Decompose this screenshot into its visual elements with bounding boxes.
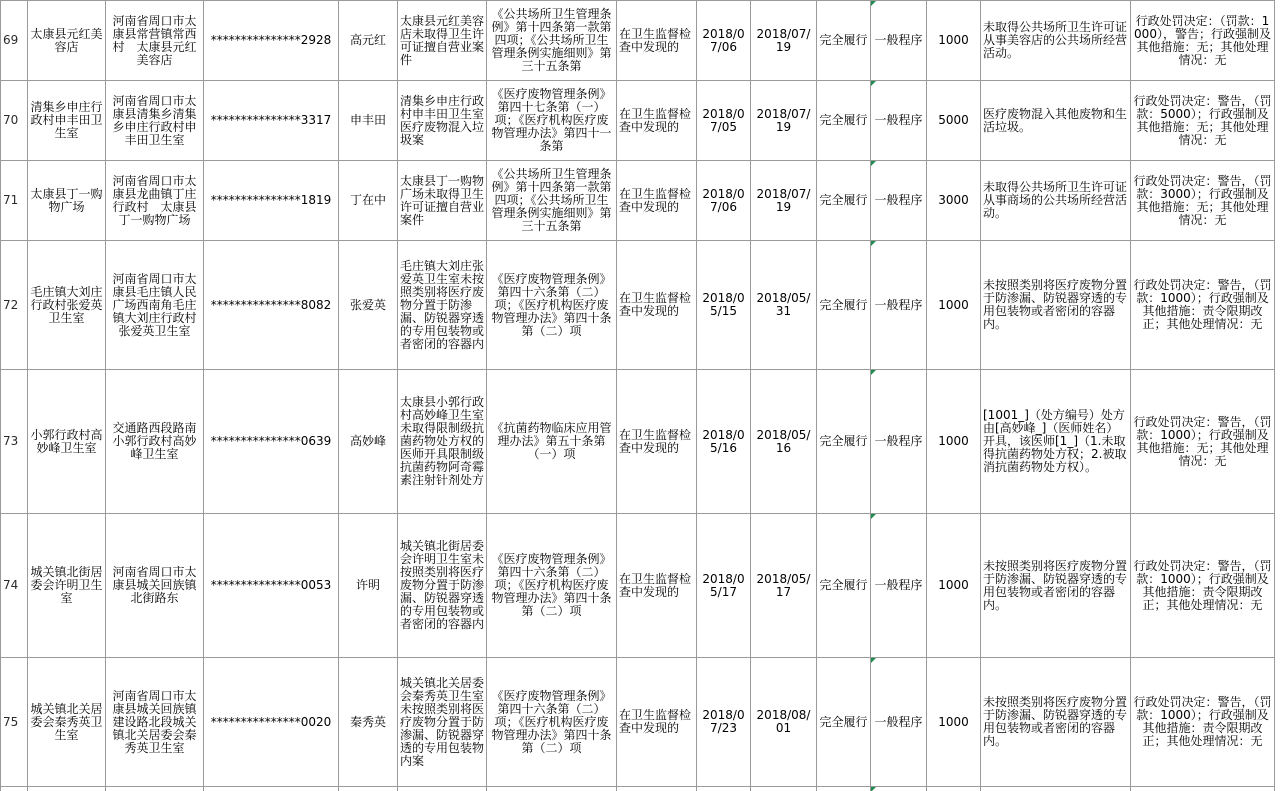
entity-name-text: 清集乡申庄行政村申丰田卫生室 <box>30 100 103 140</box>
credit-code-cell[interactable] <box>204 370 339 514</box>
case-name-cell[interactable] <box>398 370 487 514</box>
table-row <box>1 658 1275 787</box>
fine-amount-cell[interactable] <box>927 1 981 81</box>
completion-date-cell[interactable] <box>751 658 817 787</box>
case-name-cell[interactable] <box>398 81 487 161</box>
procedure-cell[interactable] <box>871 514 927 658</box>
entity-name-cell[interactable] <box>28 81 106 161</box>
case-source-text: 在卫生监督检查中发现的 <box>619 106 692 134</box>
fine-amount-cell[interactable] <box>927 241 981 370</box>
legal-basis-cell[interactable] <box>487 658 617 787</box>
completion-date-text: 2018/07/19 <box>756 106 811 134</box>
legal-basis-text: 《医疗废物管理条例》第四十七条第（一）项；《医疗机构医疗废物管理办法》第四十一条第 <box>491 87 612 153</box>
case-name-text: 清集乡申庄行政村申丰田卫生室医疗废物混入垃圾案 <box>400 93 485 147</box>
legal-person-text: 秦秀英 <box>349 714 386 729</box>
comment-indicator-icon <box>871 81 876 86</box>
comment-indicator-icon <box>871 787 876 791</box>
credit-code-text: ***************1819 <box>210 193 332 207</box>
status-text: 完全履行 <box>819 297 868 312</box>
legal-person-cell[interactable] <box>339 370 398 514</box>
fine-amount-text: 1000 <box>938 33 969 47</box>
case-name-text: 城关镇北关居委会秦秀英卫生室未按照类别将医疗废物分置于防渗漏、防锐器穿透的专用包装物内案 <box>400 675 485 768</box>
violation-facts-text: 未按照类别将医疗废物分置于防渗漏、防锐器穿透的专用包装物或者密闭的容器内。 <box>983 278 1128 331</box>
status-text: 完全履行 <box>819 33 868 47</box>
legal-basis-text: 《医疗废物管理条例》第四十六条第（二）项；《医疗机构医疗废物管理办法》第四十条第（二）项 <box>491 271 612 338</box>
violation-facts-cell[interactable] <box>981 1 1131 81</box>
row-number: 74 <box>3 578 19 592</box>
case-name-text: 毛庄镇大刘庄张爱英卫生室未按照类别将医疗废物分置于防渗漏、防锐器穿透的专用包装物或者密闭的容器内 <box>400 258 485 351</box>
row-number[interactable] <box>1 514 28 658</box>
fine-amount-text: 1000 <box>938 578 969 592</box>
violation-facts-cell[interactable] <box>981 787 1131 791</box>
address-cell[interactable] <box>106 787 204 791</box>
legal-basis-text: 《医疗废物管理条例》第四十六条第（二）项；《医疗机构医疗废物管理办法》第四十条第（二）项 <box>491 552 612 618</box>
penalty-decision-cell[interactable] <box>1131 241 1275 370</box>
fine-amount-cell[interactable] <box>927 81 981 161</box>
entity-name-cell[interactable] <box>28 370 106 514</box>
case-source-text: 在卫生监督检查中发现的 <box>619 708 692 735</box>
violation-facts-text: 未按照类别将医疗废物分置于防渗漏、防锐器穿透的专用包装物或者密闭的容器内。 <box>983 558 1128 612</box>
case-name-text: 太康县元红美容店未取得卫生许可证擅自营业案件 <box>400 13 485 67</box>
fine-amount-cell[interactable] <box>927 787 981 791</box>
fine-amount-text: 5000 <box>938 113 969 127</box>
case-source-cell[interactable] <box>617 81 697 161</box>
decision-date-cell[interactable] <box>697 241 751 370</box>
decision-date-text: 2018/07/05 <box>702 106 745 134</box>
status-cell[interactable] <box>817 161 871 241</box>
completion-date-cell[interactable] <box>751 514 817 658</box>
status-cell[interactable] <box>817 1 871 81</box>
table-row <box>1 161 1275 241</box>
address-text: 交通路西段路南小郭行政村高妙峰卫生室 <box>112 421 197 461</box>
case-source-cell[interactable] <box>617 787 697 791</box>
decision-date-cell[interactable] <box>697 658 751 787</box>
legal-person-text: 丁在中 <box>349 193 386 207</box>
completion-date-cell[interactable] <box>751 161 817 241</box>
legal-basis-text: 《公共场所卫生管理条例》第十四条第一款第四项；《公共场所卫生管理条例实施细则》第三十五条第 <box>491 7 612 73</box>
decision-date-text: 2018/05/15 <box>702 291 745 318</box>
row-number: 70 <box>3 113 19 127</box>
legal-person-cell[interactable] <box>339 1 398 81</box>
address-text: 河南省周口市太康县龙曲镇丁庄行政村 太康县丁一购物广场 <box>112 173 197 227</box>
status-text: 完全履行 <box>819 193 868 207</box>
address-cell[interactable] <box>106 1 204 81</box>
entity-name-cell[interactable] <box>28 1 106 81</box>
credit-code-cell[interactable] <box>204 161 339 241</box>
case-name-text: 城关镇北街居委会许明卫生室未按照类别将医疗废物分置于防渗漏、防锐器穿透的专用包装物或者密闭的容器内 <box>400 539 485 631</box>
comment-indicator-icon <box>871 370 876 375</box>
address-cell[interactable] <box>106 161 204 241</box>
entity-name-text: 城关镇北关居委会秦秀英卫生室 <box>30 701 103 742</box>
credit-code-text: ***************3317 <box>210 113 332 127</box>
procedure-text: 一般程序 <box>874 714 923 729</box>
status-cell[interactable] <box>817 658 871 787</box>
row-number: 71 <box>3 193 19 207</box>
violation-facts-cell[interactable] <box>981 241 1131 370</box>
case-source-cell[interactable] <box>617 241 697 370</box>
penalty-decision-cell[interactable] <box>1131 1 1275 81</box>
table-row <box>1 81 1275 161</box>
table-row <box>1 370 1275 514</box>
legal-person-text: 高元红 <box>349 33 386 47</box>
row-number[interactable] <box>1 370 28 514</box>
case-source-cell[interactable] <box>617 370 697 514</box>
penalty-decision-cell[interactable] <box>1131 514 1275 658</box>
status-cell[interactable] <box>817 241 871 370</box>
procedure-cell[interactable] <box>871 161 927 241</box>
violation-facts-text: 未取得公共场所卫生许可证从事商场的公共场所经营活动。 <box>983 180 1128 220</box>
legal-person-cell[interactable] <box>339 241 398 370</box>
legal-basis-text: 《医疗废物管理条例》第四十六条第（二）项；《医疗机构医疗废物管理办法》第四十条第（二）项 <box>491 688 612 755</box>
fine-amount-cell[interactable] <box>927 161 981 241</box>
address-cell[interactable] <box>106 658 204 787</box>
legal-person-cell[interactable] <box>339 787 398 791</box>
case-source-text: 在卫生监督检查中发现的 <box>619 26 692 54</box>
entity-name-text: 城关镇北街居委会许明卫生室 <box>30 565 103 605</box>
credit-code-cell[interactable] <box>204 787 339 791</box>
comment-indicator-icon <box>871 241 876 246</box>
violation-facts-text: [1001_]（处方编号）处方由[高妙峰_]（医师姓名）开具，该医师[1_]（1.未取得抗菌药物处方权；2.被取消抗菌药物处方权）。 <box>983 408 1127 474</box>
status-text: 完全履行 <box>819 434 868 448</box>
row-number[interactable] <box>1 241 28 370</box>
entity-name-text: 太康县丁一购物广场 <box>30 186 103 214</box>
legal-person-text: 申丰田 <box>349 113 386 127</box>
decision-date-text: 2018/07/23 <box>702 708 745 735</box>
row-number[interactable] <box>1 787 28 791</box>
penalty-decision-text: 行政处罚决定：警告，（罚款：1000）；行政强制及其他措施：责令限期改正；其他处理情况：无 <box>1133 278 1272 331</box>
completion-date-cell[interactable] <box>751 81 817 161</box>
decision-date-cell[interactable] <box>697 514 751 658</box>
procedure-cell[interactable] <box>871 787 927 791</box>
procedure-text: 一般程序 <box>874 578 923 592</box>
penalty-decision-text: 行政处罚决定：警告，（罚款：1000）；行政强制及其他措施：无；其他处理情况：无 <box>1133 414 1272 468</box>
entity-name-cell[interactable] <box>28 161 106 241</box>
case-source-cell[interactable] <box>617 658 697 787</box>
violation-facts-text: 医疗废物混入其他废物和生活垃圾。 <box>983 106 1128 134</box>
comment-indicator-icon <box>871 514 876 519</box>
case-name-cell[interactable] <box>398 241 487 370</box>
penalty-decision-text: 行政处罚决定：警告，（罚款：5000）；行政强制及其他措施：无；其他处理情况：无 <box>1133 93 1272 147</box>
fine-amount-cell[interactable] <box>927 370 981 514</box>
address-cell[interactable] <box>106 514 204 658</box>
credit-code-text: ***************0053 <box>210 578 332 592</box>
violation-facts-cell[interactable] <box>981 514 1131 658</box>
legal-person-text: 高妙峰 <box>349 434 386 448</box>
penalty-decision-text: 行政处罚决定：（罚款：1000），警告；行政强制及其他措施：无；其他处理情况：无 <box>1134 13 1271 67</box>
entity-name-cell[interactable] <box>28 658 106 787</box>
violation-facts-cell[interactable] <box>981 658 1131 787</box>
case-name-cell[interactable] <box>398 514 487 658</box>
penalty-decision-cell[interactable] <box>1131 370 1275 514</box>
entity-name-text: 毛庄镇大刘庄行政村张爱英卫生室 <box>30 284 103 325</box>
entity-name-cell[interactable] <box>28 787 106 791</box>
comment-indicator-icon <box>871 658 876 663</box>
legal-basis-cell[interactable] <box>487 370 617 514</box>
address-text: 河南省周口市太康县毛庄镇人民广场西南角毛庄镇大刘庄行政村张爱英卫生室 <box>112 271 197 338</box>
decision-date-cell[interactable] <box>697 161 751 241</box>
case-name-text: 太康县小郭行政村高妙峰卫生室未取得限制级抗菌药物处方权的医师开具限制级抗菌药物阿奇霉素注射针剂处方 <box>400 395 485 487</box>
row-number[interactable] <box>1 1 28 81</box>
decision-date-cell[interactable] <box>697 370 751 514</box>
violation-facts-cell[interactable] <box>981 81 1131 161</box>
table-row <box>1 787 1275 791</box>
entity-name-text: 小郭行政村高妙峰卫生室 <box>30 427 103 455</box>
penalty-decision-text: 行政处罚决定：警告，（罚款：3000）；行政强制及其他措施：无；其他处理情况：无 <box>1133 173 1272 227</box>
completion-date-text: 2018/07/19 <box>756 186 811 214</box>
penalty-decision-cell[interactable] <box>1131 81 1275 161</box>
case-source-cell[interactable] <box>617 1 697 81</box>
address-text: 河南省周口市太康县清集乡清集乡申庄行政村申丰田卫生室 <box>112 93 197 147</box>
address-text: 河南省周口市太康县常营镇常西村 太康县元红美容店 <box>112 13 197 67</box>
decision-date-cell[interactable] <box>697 787 751 791</box>
case-name-cell[interactable] <box>398 161 487 241</box>
row-number: 69 <box>3 33 19 47</box>
status-cell[interactable] <box>817 514 871 658</box>
procedure-text: 一般程序 <box>874 113 923 127</box>
credit-code-text: ***************0639 <box>210 434 332 448</box>
procedure-text: 一般程序 <box>874 297 923 312</box>
legal-basis-cell[interactable] <box>487 787 617 791</box>
penalty-decision-cell[interactable] <box>1131 787 1275 791</box>
legal-basis-cell[interactable] <box>487 241 617 370</box>
legal-basis-cell[interactable] <box>487 1 617 81</box>
violation-facts-text: 未取得公共场所卫生许可证从事美容店的公共场所经营活动。 <box>983 20 1128 60</box>
procedure-cell[interactable] <box>871 241 927 370</box>
row-number[interactable] <box>1 81 28 161</box>
decision-date-cell[interactable] <box>697 81 751 161</box>
fine-amount-text: 1000 <box>938 297 969 312</box>
procedure-cell[interactable] <box>871 370 927 514</box>
penalty-decision-cell[interactable] <box>1131 658 1275 787</box>
completion-date-cell[interactable] <box>751 1 817 81</box>
case-name-text: 太康县丁一购物广场未取得卫生许可证擅自营业案件 <box>400 173 485 227</box>
penalty-decision-text: 行政处罚决定：警告，（罚款：1000）；行政强制及其他措施：责令限期改正；其他处理情况：无 <box>1133 695 1272 748</box>
row-number: 75 <box>3 714 19 729</box>
status-text: 完全履行 <box>819 714 868 729</box>
row-number[interactable] <box>1 658 28 787</box>
legal-person-cell[interactable] <box>339 658 398 787</box>
case-source-text: 在卫生监督检查中发现的 <box>619 186 692 214</box>
procedure-text: 一般程序 <box>874 193 923 207</box>
address-text: 河南省周口市太康县城关回族镇建设路北段城关镇北关居委会秦秀英卫生室 <box>112 688 197 755</box>
fine-amount-text: 1000 <box>938 714 969 729</box>
credit-code-cell[interactable] <box>204 81 339 161</box>
status-text: 完全履行 <box>819 578 868 592</box>
completion-date-cell[interactable] <box>751 241 817 370</box>
address-text: 河南省周口市太康县城关回族镇北街路东 <box>112 565 197 605</box>
completion-date-text: 2018/08/01 <box>756 708 811 735</box>
case-name-cell[interactable] <box>398 658 487 787</box>
status-text: 完全履行 <box>819 113 868 127</box>
legal-person-cell[interactable] <box>339 161 398 241</box>
status-cell[interactable] <box>817 787 871 791</box>
table-row <box>1 241 1275 370</box>
case-source-text: 在卫生监督检查中发现的 <box>619 291 692 318</box>
case-name-cell[interactable] <box>398 1 487 81</box>
legal-basis-text: 《抗菌药物临床应用管理办法》第五十条第（一）项 <box>491 421 612 461</box>
row-number: 73 <box>3 434 19 448</box>
procedure-text: 一般程序 <box>874 434 923 448</box>
procedure-cell[interactable] <box>871 658 927 787</box>
procedure-cell[interactable] <box>871 1 927 81</box>
fine-amount-text: 3000 <box>938 193 969 207</box>
decision-date-text: 2018/05/16 <box>702 427 745 455</box>
legal-basis-cell[interactable] <box>487 161 617 241</box>
address-cell[interactable] <box>106 81 204 161</box>
case-name-cell[interactable] <box>398 787 487 791</box>
address-cell[interactable] <box>106 370 204 514</box>
procedure-cell[interactable] <box>871 81 927 161</box>
decision-date-cell[interactable] <box>697 1 751 81</box>
completion-date-cell[interactable] <box>751 370 817 514</box>
violation-facts-cell[interactable] <box>981 370 1131 514</box>
completion-date-cell[interactable] <box>751 787 817 791</box>
fine-amount-text: 1000 <box>938 434 969 448</box>
credit-code-cell[interactable] <box>204 658 339 787</box>
case-source-text: 在卫生监督检查中发现的 <box>619 571 692 599</box>
procedure-text: 一般程序 <box>874 33 923 47</box>
comment-indicator-icon <box>871 1 876 6</box>
table-row <box>1 1 1275 81</box>
table-row <box>1 514 1275 658</box>
completion-date-text: 2018/07/19 <box>756 26 811 54</box>
legal-person-text: 许明 <box>355 578 380 592</box>
decision-date-text: 2018/07/06 <box>702 26 745 54</box>
penalty-decision-text: 行政处罚决定：警告，（罚款：1000）；行政强制及其他措施：责令限期改正；其他处理情况：无 <box>1133 558 1272 612</box>
credit-code-cell[interactable] <box>204 1 339 81</box>
credit-code-cell[interactable] <box>204 241 339 370</box>
fine-amount-cell[interactable] <box>927 514 981 658</box>
case-source-cell[interactable] <box>617 161 697 241</box>
row-number: 72 <box>3 297 19 312</box>
case-source-text: 在卫生监督检查中发现的 <box>619 427 692 455</box>
fine-amount-cell[interactable] <box>927 658 981 787</box>
legal-basis-text: 《公共场所卫生管理条例》第十四条第一款第四项；《公共场所卫生管理条例实施细则》第三十五条第 <box>491 167 612 233</box>
status-cell[interactable] <box>817 81 871 161</box>
address-cell[interactable] <box>106 241 204 370</box>
entity-name-text: 太康县元红美容店 <box>30 26 103 54</box>
decision-date-text: 2018/05/17 <box>702 571 745 599</box>
status-cell[interactable] <box>817 370 871 514</box>
row-number[interactable] <box>1 161 28 241</box>
credit-code-text: ***************8082 <box>210 297 332 312</box>
case-source-cell[interactable] <box>617 514 697 658</box>
legal-basis-cell[interactable] <box>487 514 617 658</box>
credit-code-cell[interactable] <box>204 514 339 658</box>
violation-facts-text: 未按照类别将医疗废物分置于防渗漏、防锐器穿透的专用包装物或者密闭的容器内。 <box>983 695 1128 748</box>
completion-date-text: 2018/05/31 <box>756 291 811 318</box>
decision-date-text: 2018/07/06 <box>702 186 745 214</box>
credit-code-text: ***************2928 <box>210 33 332 47</box>
entity-name-cell[interactable] <box>28 514 106 658</box>
entity-name-cell[interactable] <box>28 241 106 370</box>
comment-indicator-icon <box>871 161 876 166</box>
completion-date-text: 2018/05/17 <box>756 571 811 599</box>
completion-date-text: 2018/05/16 <box>756 427 811 455</box>
legal-person-text: 张爱英 <box>349 297 386 312</box>
credit-code-text: ***************0020 <box>210 714 332 729</box>
legal-basis-cell[interactable] <box>487 81 617 161</box>
legal-person-cell[interactable] <box>339 514 398 658</box>
legal-person-cell[interactable] <box>339 81 398 161</box>
penalty-decision-cell[interactable] <box>1131 161 1275 241</box>
violation-facts-cell[interactable] <box>981 161 1131 241</box>
